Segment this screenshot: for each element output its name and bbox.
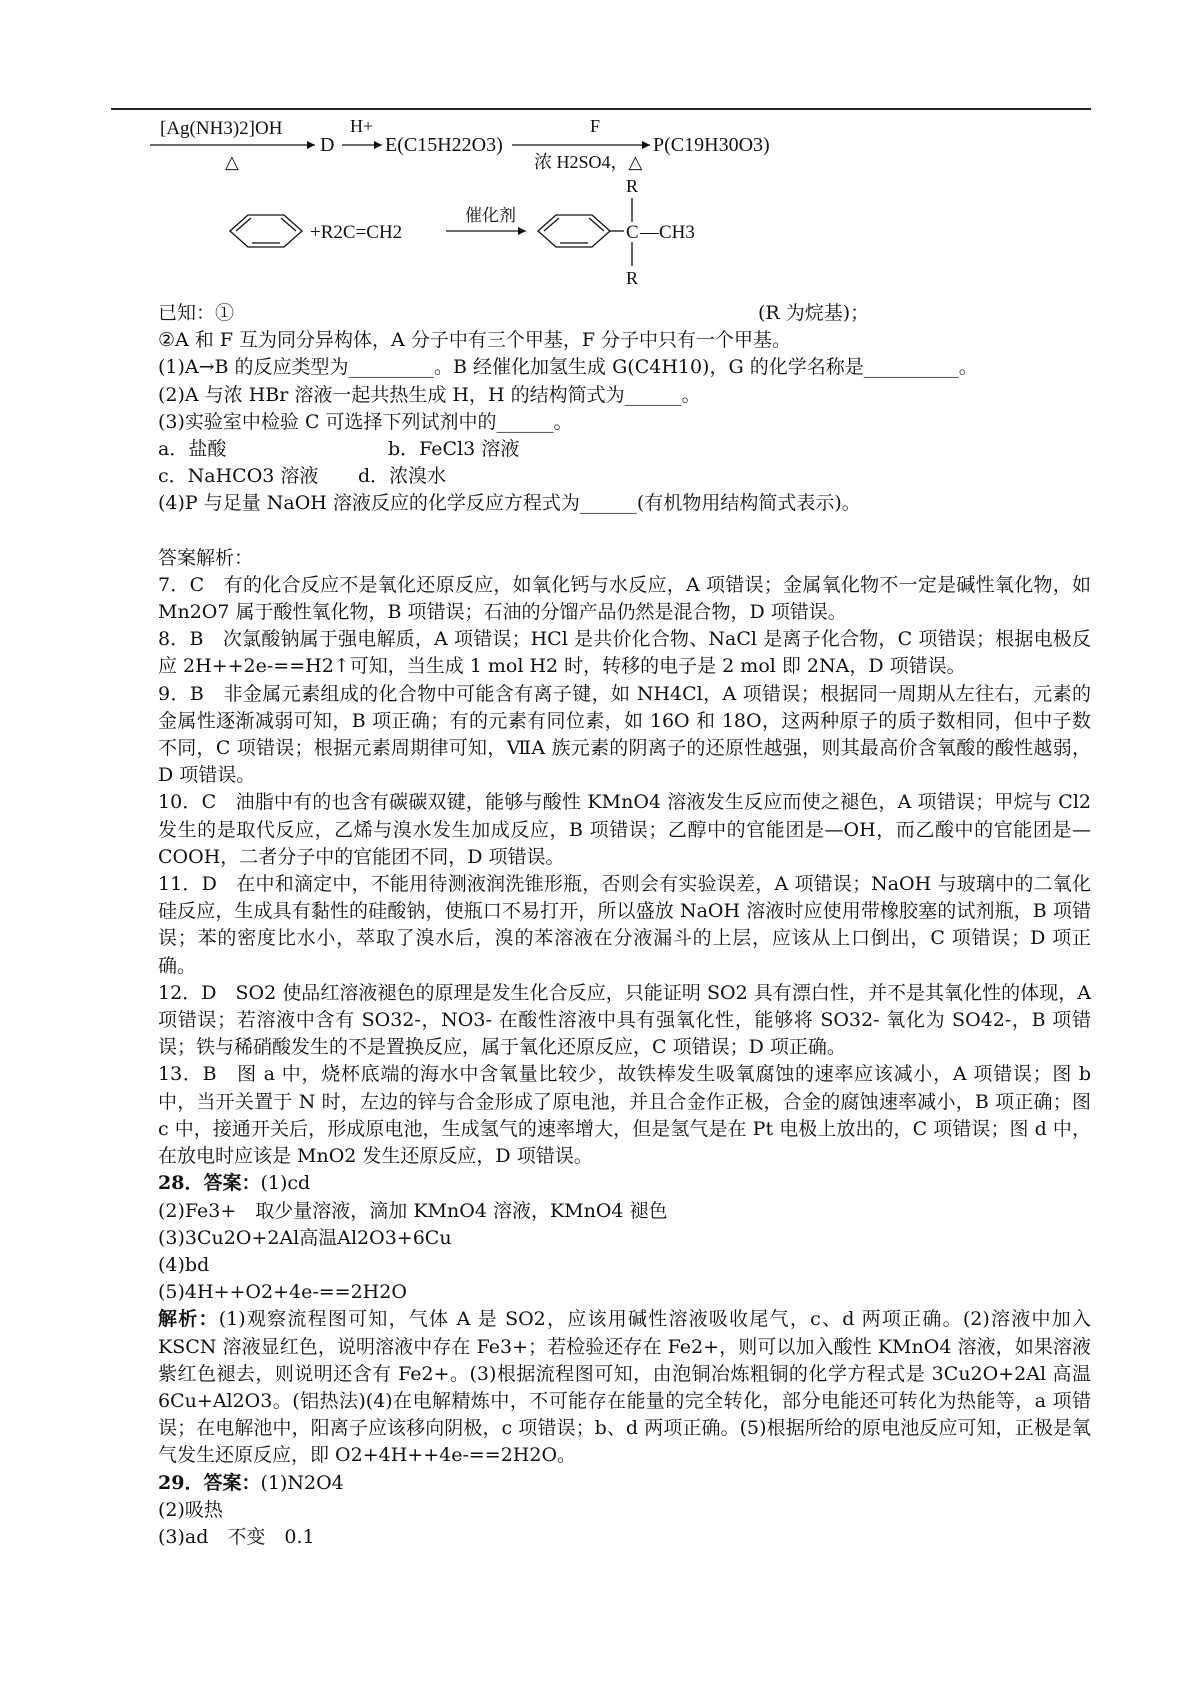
- answer-28-3: (3)3Cu2O+2Al高温Al2O3+6Cu: [158, 1226, 452, 1249]
- top-rule: [111, 108, 1091, 110]
- answer-28-analysis: [158, 1306, 1091, 1469]
- analysis-label: 解析：: [158, 1308, 219, 1331]
- options-ab: [158, 436, 1091, 463]
- question-4: (4)P 与足量 NaOH 溶液反应的化学反应方程式为______(有机物用结构简式表示)。: [158, 492, 861, 515]
- option-b: b．FeCl3 溶液: [388, 438, 520, 461]
- document-body: [158, 300, 1091, 1551]
- question-2: (2)A 与浓 HBr 溶液一起共热生成 H，H 的结构简式为______。: [158, 383, 701, 406]
- product-benzene-ring: [538, 215, 610, 247]
- answer-8: 8．B 次氯酸钠属于强电解质，A 项错误；HCl 是共价化合物、NaCl 是离子化合物，C 项错误；根据电极反应 2H++2e-==H2↑可知，当生成 1 mol H2 时，转移的电子是 2 mol 即 2NA，D 项错误。: [158, 628, 1091, 678]
- answer-29: [158, 1470, 1091, 1497]
- known-line-2: ②A 和 F 互为同分异构体，A 分子中有三个甲基，F 分子中只有一个甲基。: [158, 329, 792, 352]
- answer-28-label: 28．答案：: [158, 1172, 261, 1195]
- option-c: c．NaHCO3 溶液: [158, 465, 319, 488]
- r-group-bottom: R: [626, 268, 639, 288]
- known-note: (R 为烷基)；: [758, 302, 870, 324]
- r-group-top: R: [626, 176, 639, 196]
- question-1: (1)A→B 的反应类型为_________。B 经催化加氢生成 G(C4H10)，G 的化学名称是__________。: [158, 356, 978, 379]
- answer-29-2: (2)吸热: [158, 1498, 223, 1521]
- heat-symbol: △: [225, 152, 239, 172]
- quaternary-carbon: C: [626, 222, 639, 243]
- answer-title: 答案解析：: [158, 546, 254, 569]
- analysis-text: (1)观察流程图可知，气体 A 是 SO2，应该用碱性溶液吸收尾气，c、d 两项正确。(2)溶液中加入 KSCN 溶液显红色，说明溶液中存在 Fe3+；若检验还存在 Fe2+，则可以加入酸性 KMnO4 溶液，如果溶液紫红色褪去，则说明还含有 Fe2+。(3)根据流程图可知，由泡铜冶炼粗铜的化学方程式是 3Cu2O+2Al 高温 6Cu+Al2O3。(铝热法)(4)在电解精炼中，不可能存在能量的完全转化，部分电能还可转化为热能等，a 项错误；在电解池中，阳离子应该移向阴极，c 项错误；b、d 两项正确。(5)根据所给的原电池反应可知，正极是氧气发生还原反应，即 O2+4H++4e-==2H2O。: [158, 1308, 1091, 1467]
- answer-29-3: (3)ad 不变 0.1: [158, 1525, 315, 1548]
- alkene-reagent: +R2C=CH2: [310, 222, 403, 243]
- reagent-h: H+: [350, 118, 374, 136]
- benzene-ring: [230, 215, 302, 247]
- answer-9: 9．B 非金属元素组成的化合物中可能含有离子键，如 NH4Cl，A 项错误；根据同一周期从左往右，元素的金属性逐渐减弱可知，B 项正确；有的元素有同位素，如 16O 和 18O，这两种原子的质子数相同，但中子数不同，C 项错误；根据元素周期律可知，ⅦA 族元素的阴离子的还原性越强，则其最高价含氧酸的酸性越弱，D 项错误。: [158, 682, 1091, 787]
- known-label: 已知：①: [158, 302, 235, 324]
- answer-28-4: (4)bd: [158, 1253, 210, 1276]
- reagent-tollens: [Ag(NH3)2]OH: [160, 118, 283, 139]
- known-line-1: [158, 300, 1091, 327]
- compound-d: D: [320, 134, 335, 156]
- catalyst-label: 催化剂: [465, 206, 516, 225]
- answer-13: 13．B 图 a 中，烧杯底端的海水中含氧量比较少，故铁棒发生吸氧腐蚀的速率应该减小，A 项错误；图 b 中，当开关置于 N 时，左边的锌与合金形成了原电池，并且合金作正极，合金的腐蚀速率减小，B 项正确；图 c 中，接通开关后，形成原电池，生成氢气的速率增大，但是氢气是在 Pt 电极上放出的，C 项错误；图 d 中，在放电时应该是 MnO2 发生还原反应，D 项错误。: [158, 1063, 1091, 1168]
- compound-e: E(C15H22O3): [385, 134, 503, 156]
- conc-h2so4: 浓 H2SO4，△: [534, 152, 643, 172]
- reaction-scheme: [150, 118, 1050, 308]
- option-d: d．浓溴水: [358, 465, 447, 488]
- answer-10: 10．C 油脂中有的也含有碳碳双键，能够与酸性 KMnO4 溶液发生反应而使之褪色，A 项错误；甲烷与 Cl2 发生的是取代反应，乙烯与溴水发生加成反应，B 项错误；乙醇中的官能团是—OH，而乙酸中的官能团是—COOH，二者分子中的官能团不同，D 项错误。: [158, 791, 1091, 868]
- options-cd: [158, 463, 1091, 490]
- option-a: a．盐酸: [158, 438, 227, 461]
- answer-28: [158, 1170, 1091, 1197]
- answer-12: 12．D SO2 使品红溶液褪色的原理是发生化合反应，只能证明 SO2 具有漂白性，并不是其氧化性的体现，A 项错误；若溶液中含有 SO32-，NO3- 在酸性溶液中具有强氧化性，能够将 SO32- 氧化为 SO42-，B 项错误；铁与稀硝酸发生的不是置换反应，属于氧化还原反应，C 项错误；D 项正确。: [158, 981, 1091, 1059]
- compound-p: P(C19H30O3): [653, 134, 770, 156]
- answer-29-1: (1)N2O4: [260, 1471, 344, 1494]
- answer-28-5: (5)4H++O2+4e-==2H2O: [158, 1281, 407, 1304]
- reagent-f: F: [590, 118, 601, 136]
- answer-11: 11．D 在中和滴定中，不能用待测液润洗锥形瓶，否则会有实验误差，A 项错误；NaOH 与玻璃中的二氧化硅反应，生成具有黏性的硅酸钠，使瓶口不易打开，所以盛放 NaOH 溶液时应使用带橡胶塞的试剂瓶，B 项错误；苯的密度比水小，萃取了溴水后，溴的苯溶液在分液漏斗的上层，应该从上口倒出，C 项错误；D 项正确。: [158, 873, 1091, 977]
- answer-29-label: 29．答案：: [158, 1471, 261, 1494]
- methyl-group: —CH3: [640, 222, 695, 243]
- question-3: (3)实验室中检验 C 可选择下列试剂中的______。: [158, 410, 573, 433]
- answer-7: 7．C 有的化合反应不是氧化还原反应，如氧化钙与水反应，A 项错误；金属氧化物不一定是碱性氧化物，如 Mn2O7 属于酸性氧化物，B 项错误；石油的分馏产品仍然是混合物，D 项错误。: [158, 573, 1091, 624]
- answer-28-1: (1)cd: [260, 1172, 311, 1195]
- answer-28-2: (2)Fe3+ 取少量溶液，滴加 KMnO4 溶液，KMnO4 褪色: [158, 1199, 668, 1222]
